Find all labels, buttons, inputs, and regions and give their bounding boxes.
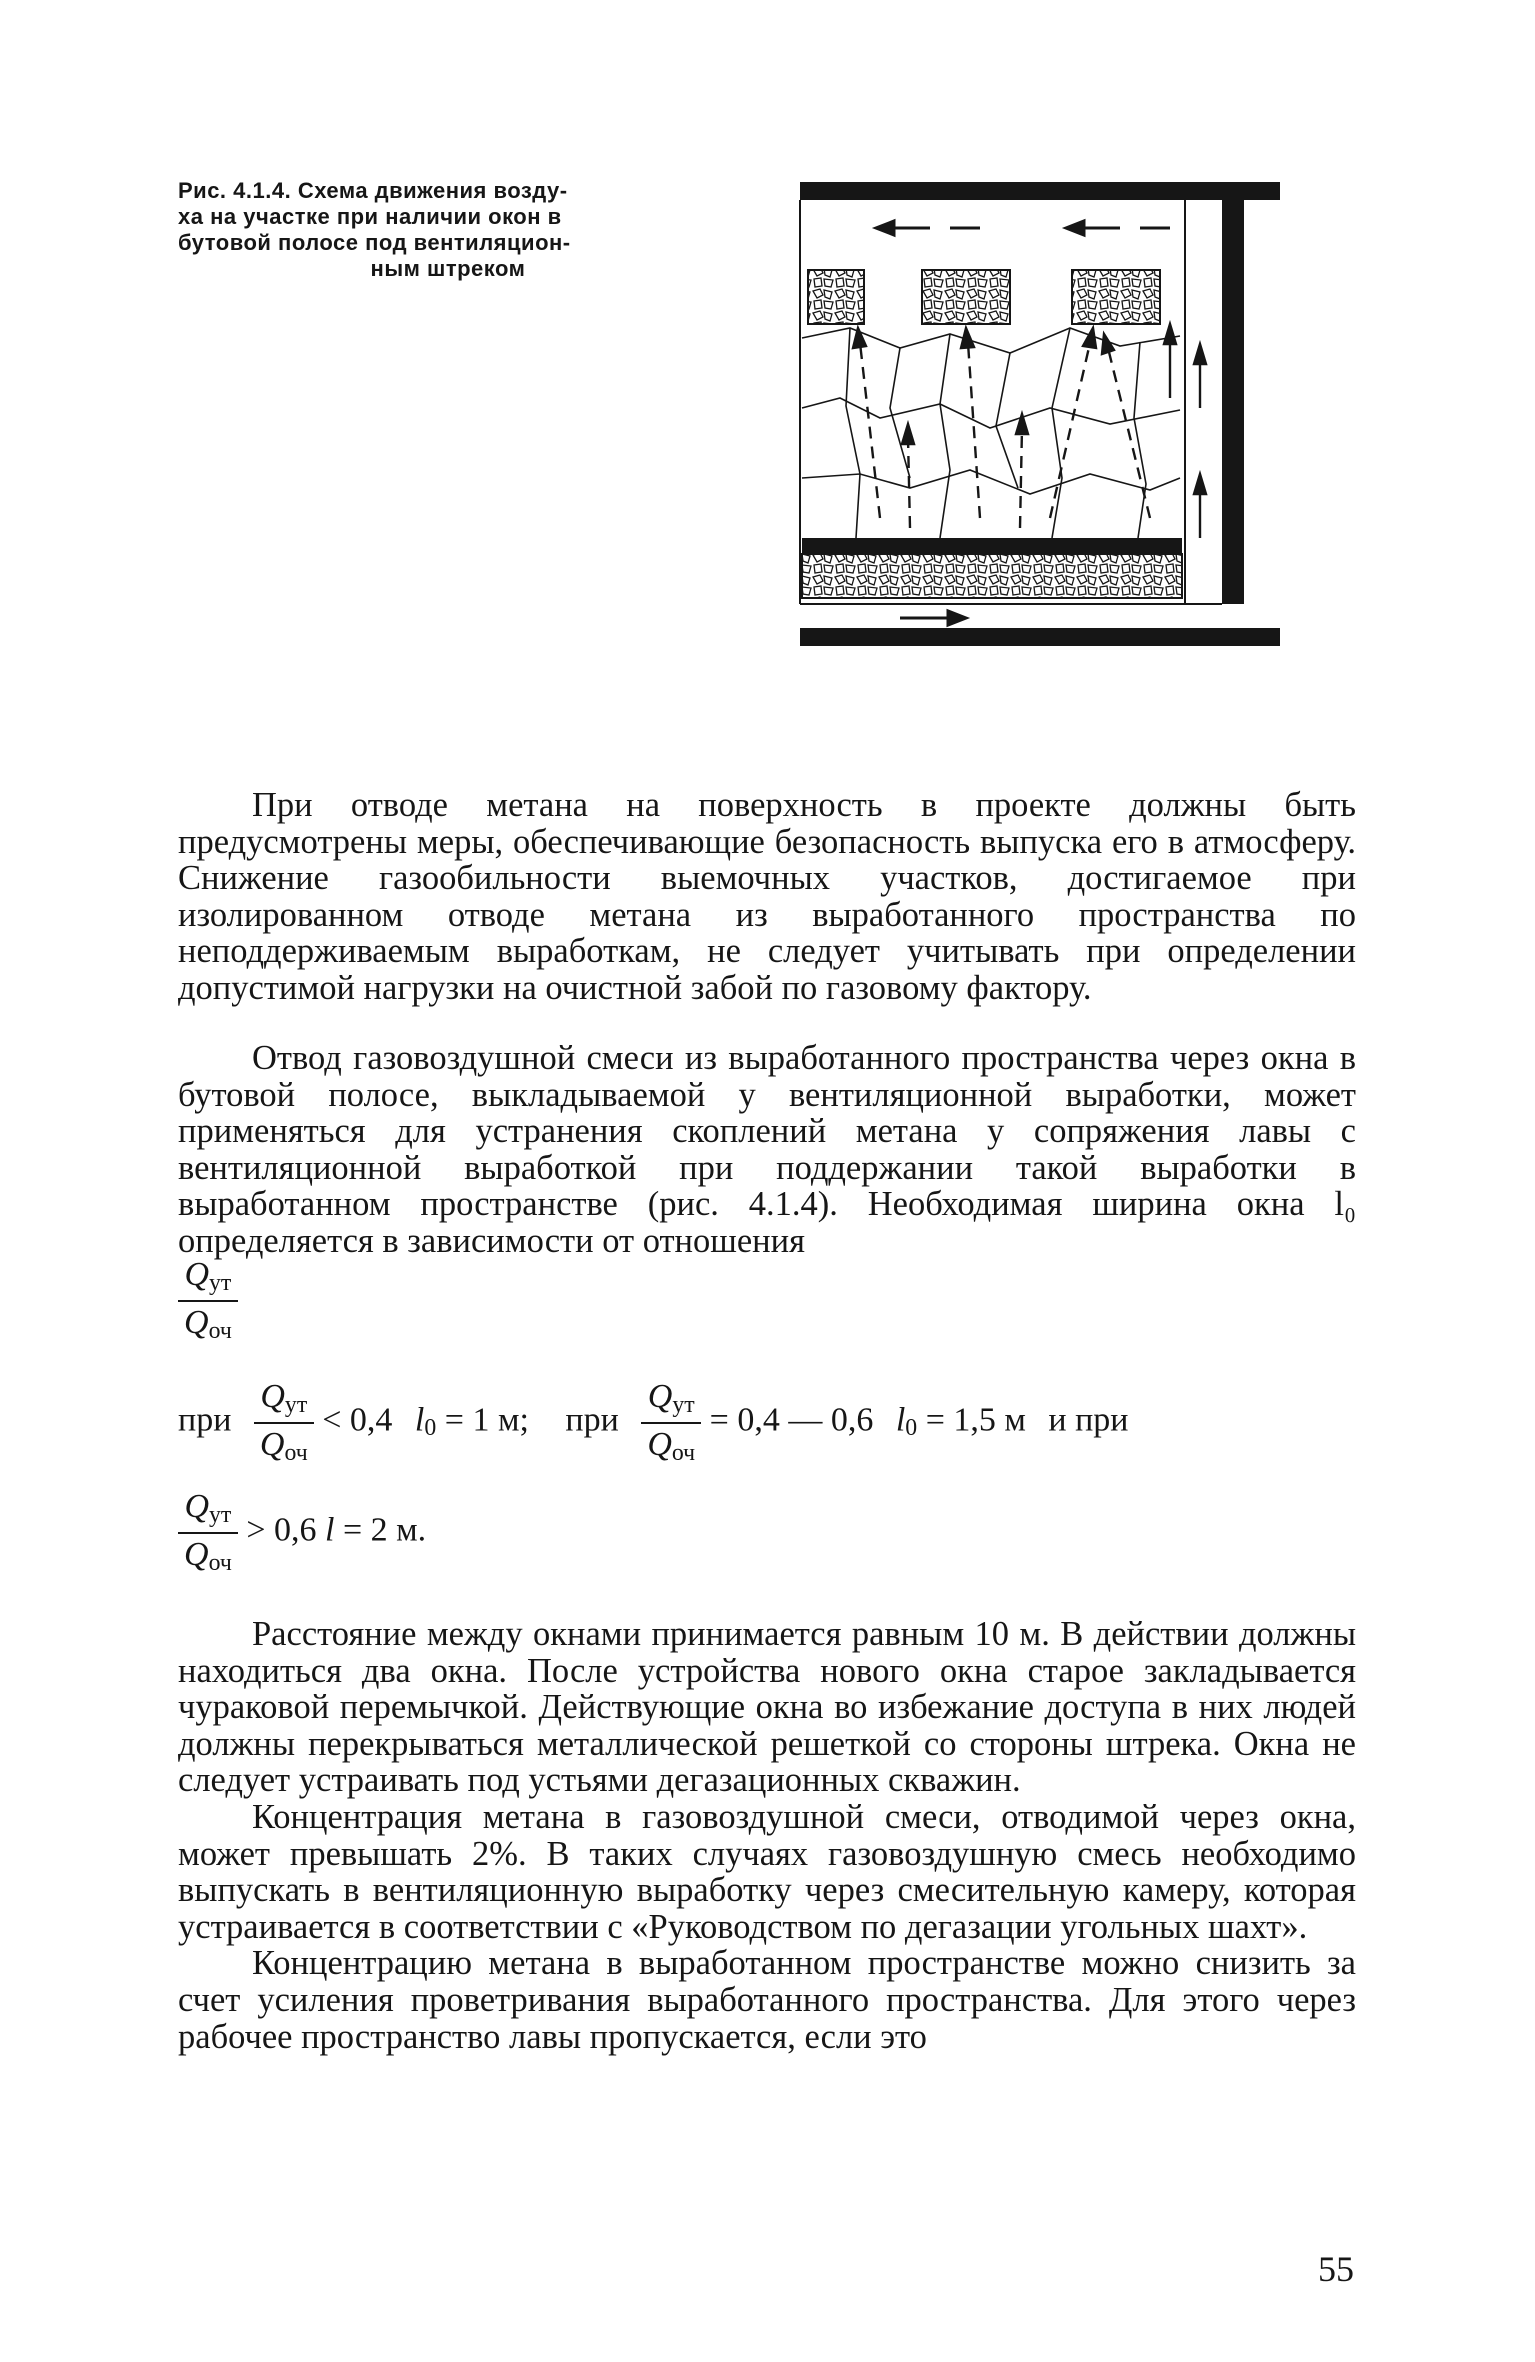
q-symbol: Q bbox=[260, 1378, 285, 1415]
ratio-value: 0,4 bbox=[349, 1401, 393, 1439]
top-arrows bbox=[876, 221, 1170, 235]
num-subscript: ут bbox=[209, 1269, 232, 1296]
q-ratio bbox=[254, 1380, 314, 1465]
window-width-condition-3 bbox=[178, 1490, 426, 1575]
q-symbol: Q bbox=[184, 1535, 209, 1573]
q-ratio bbox=[178, 1258, 238, 1343]
l-symbol: l bbox=[414, 1401, 425, 1439]
equals-sign: = bbox=[925, 1401, 945, 1439]
equals-sign: = bbox=[342, 1511, 363, 1549]
den-subscript: оч bbox=[208, 1549, 232, 1576]
goaf-flow-arrows bbox=[853, 324, 1206, 538]
l-symbol: l bbox=[325, 1511, 335, 1549]
num-subscript: ут bbox=[672, 1391, 695, 1418]
width-value: 1 м; bbox=[472, 1401, 529, 1439]
lower-pack-strip bbox=[802, 538, 1182, 554]
den-subscript: оч bbox=[208, 1317, 232, 1344]
bottom-arrow bbox=[900, 611, 966, 625]
window-pack bbox=[1072, 270, 1160, 324]
paragraph: Отвод газовоздушной смеси из выработанного пространства через окна в бутовой полосе, выкладываемой у вентиляционной выработки, может применяться для устранения скоплений метана у сопряжения лавы с вентиляционной выработкой при поддержании такой выработки в выработанном пространстве (рис. 4.1.4). Необходимая ширина окна l₀ определяется в зависимости от отношения bbox=[178, 1039, 1356, 1260]
paragraph: Концентрацию метана в выработанном пространстве можно снизить за счет усиления проветривания выработанного пространства. Для этого через рабочее пространство лавы пропускается, если это bbox=[178, 1944, 1356, 2056]
q-symbol: Q bbox=[647, 1378, 673, 1415]
equals-sign: = bbox=[444, 1401, 464, 1439]
zero-subscript: 0 bbox=[905, 1415, 918, 1442]
ratio-value: 0,6 bbox=[274, 1511, 317, 1549]
body-text-upper bbox=[178, 787, 1356, 1007]
goaf-cracks bbox=[802, 328, 1180, 538]
q-symbol: Q bbox=[184, 1488, 210, 1525]
l-symbol: l bbox=[895, 1401, 906, 1439]
q-symbol: Q bbox=[647, 1425, 672, 1463]
width-value: 1,5 м bbox=[953, 1401, 1026, 1439]
q-symbol: Q bbox=[259, 1425, 285, 1463]
window-pack bbox=[808, 270, 864, 324]
den-subscript: оч bbox=[671, 1439, 696, 1466]
num-subscript: ут bbox=[209, 1501, 232, 1528]
ratio-fraction bbox=[178, 1258, 238, 1343]
body-text-lower bbox=[178, 1616, 1356, 2055]
width-value: 2 м. bbox=[370, 1511, 427, 1549]
greater-sign: > bbox=[246, 1511, 266, 1549]
caption-line: ха на участке при наличии окон в bbox=[178, 204, 562, 229]
caption-line: бутовой полосе под вентиляцион- bbox=[178, 230, 571, 255]
q-symbol: Q bbox=[184, 1303, 209, 1341]
den-subscript: оч bbox=[284, 1439, 308, 1466]
num-subscript: ут bbox=[284, 1391, 308, 1418]
right-drift-wall bbox=[1222, 182, 1244, 604]
paragraph: Расстояние между окнами принимается равным 10 м. В действии должны находиться два окна. После устройства нового окна старое закладывается чураковой перемычкой. Действующие окна во избежание доступа в них людей должны перекрываться металлической решеткой со стороны штрека. Окна не следует устраивать под устьями дегазационных скважин. bbox=[178, 1615, 1356, 1800]
q-symbol: Q bbox=[184, 1256, 210, 1293]
less-sign: < bbox=[322, 1401, 342, 1439]
caption-line: Рис. 4.1.4. Схема движения возду- bbox=[178, 178, 568, 203]
figure-caption bbox=[178, 178, 718, 282]
condition-word: при bbox=[178, 1401, 232, 1439]
bottom-drift-wall bbox=[800, 628, 1280, 646]
q-ratio bbox=[178, 1490, 238, 1575]
ratio-range: 0,4 — 0,6 bbox=[737, 1401, 874, 1439]
zero-subscript: 0 bbox=[424, 1415, 437, 1442]
top-drift-wall bbox=[800, 182, 1280, 200]
window-width-conditions bbox=[178, 1380, 1358, 1465]
body-text-middle bbox=[178, 1040, 1356, 1260]
paragraph: При отводе метана на поверхность в проекте должны быть предусмотрены меры, обеспечивающие безопасность выпуска его в атмосферу. Снижение газообильности выемочных участков, достигаемое при изолированном отводе метана из выработанного пространства по неподдерживаемым выработкам, не следует учитывать при определении допустимой нагрузки на очистной забой по газовому фактору. bbox=[178, 786, 1356, 1007]
q-ratio bbox=[641, 1380, 701, 1465]
airflow-scheme-figure bbox=[790, 178, 1310, 668]
page-number: 55 bbox=[1318, 2249, 1354, 2289]
condition-word: и при bbox=[1048, 1401, 1129, 1439]
lower-rubble-pack bbox=[802, 554, 1182, 598]
window-pack bbox=[922, 270, 1010, 324]
caption-line: ным штреком bbox=[370, 256, 526, 281]
condition-word: при bbox=[565, 1401, 619, 1439]
equals-sign: = bbox=[709, 1401, 729, 1439]
paragraph: Концентрация метана в газовоздушной смеси, отводимой через окна, может превышать 2%. В таких случаях газовоздушную смесь необходимо выпускать в вентиляционную выработку через смесительную камеру, которая устраивается в соответствии с «Руководством по дегазации угольных шахт». bbox=[178, 1797, 1356, 1946]
